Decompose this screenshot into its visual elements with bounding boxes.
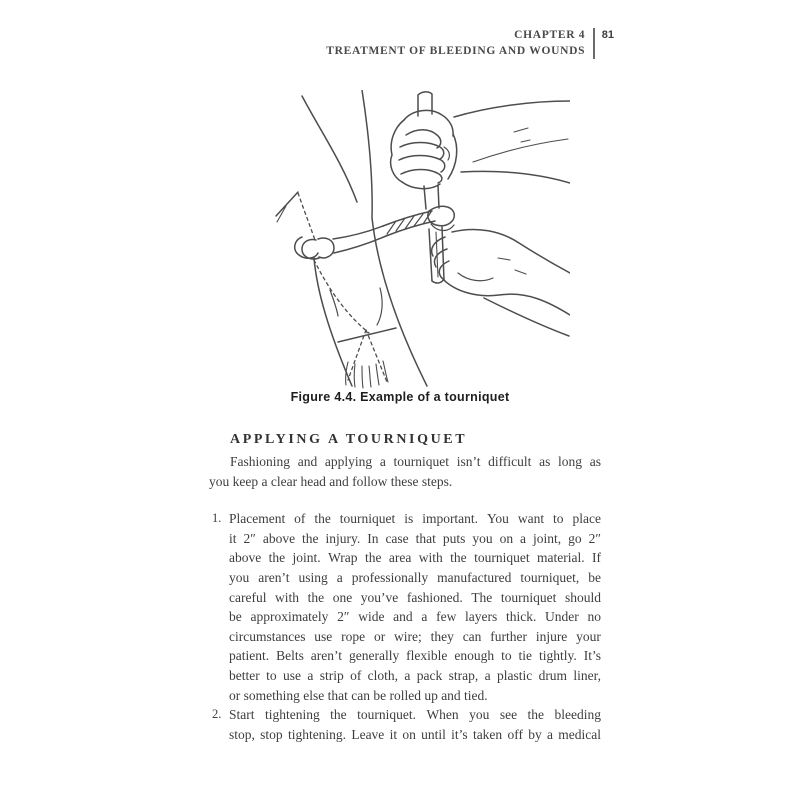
text-line: patient. Belts aren’t generally flexible enough to tie tightly. It’s [229,648,601,664]
chapter-label: CHAPTER 4 [514,29,586,41]
text-line: better to use a strip of cloth, a pack strap, a plastic drum liner, [229,667,601,683]
tourniquet-illustration [230,90,570,390]
text-line: Placement of the tourniquet is important. You want to place [229,511,601,527]
intro-paragraph [209,452,601,491]
page-number: 81 [601,29,614,41]
text-line: be approximately 2″ wide and a few layers thick. Under no [229,609,601,625]
text-line: it 2″ above the injury. In case that puts you on a joint, go 2″ [229,530,601,546]
list-item-1 [209,509,601,705]
list-item-2 [209,705,601,744]
chapter-title: TREATMENT OF BLEEDING AND WOUNDS [326,45,586,57]
list-number: 1. [212,511,222,526]
text-line: above the joint. Wrap the area with the tourniquet material. If [229,550,601,566]
text-line: stop, stop tightening. Leave it on until it’s taken off by a medical [229,726,601,742]
text-line: you keep a clear head and follow these steps. [209,473,453,489]
text-line: or something else that can be rolled up and tied. [229,687,488,703]
numbered-list [209,509,601,744]
page-content [209,431,601,744]
text-line: careful with the one you’ve fashioned. The tourniquet should [229,589,601,605]
section-heading: APPLYING A TOURNIQUET [230,432,468,447]
text-line: Fashioning and applying a tourniquet isn’t difficult as long as [230,454,601,469]
running-header [326,27,614,59]
header-divider [593,28,595,59]
text-line: you aren’t using a professionally manufactured tourniquet, be [229,569,601,585]
text-line: Start tightening the tourniquet. When you see the bleeding [229,707,601,723]
figure-caption: Figure 4.4. Example of a tourniquet [290,390,510,404]
list-number: 2. [212,707,222,722]
figure-4-4 [230,90,570,390]
running-header-titles [326,27,585,59]
text-line: circumstances use rope or wire; they can further injure your [229,628,601,644]
